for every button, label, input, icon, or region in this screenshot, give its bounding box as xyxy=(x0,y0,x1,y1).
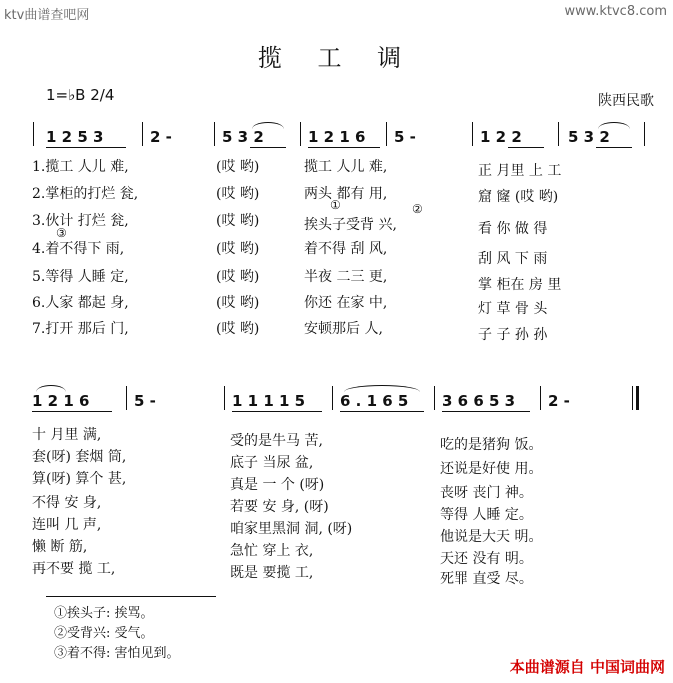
lyric-line: 你还 在家 中, xyxy=(304,295,388,311)
lyric-line: 算(呀) 算个 甚, xyxy=(32,471,127,487)
lyric-line: 6.人家 都起 身, xyxy=(32,295,129,311)
barline xyxy=(332,386,333,410)
measure: 3 6 6 5 3 xyxy=(442,392,516,410)
lyric-line: 还说是好使 用。 xyxy=(440,461,543,477)
barline xyxy=(214,122,215,146)
lyric-line: 他说是大天 明。 xyxy=(440,529,543,545)
lyric-line: 不得 安 身, xyxy=(32,495,102,511)
barline xyxy=(472,122,473,146)
lyric-line: 子 子 孙 孙 xyxy=(478,327,548,343)
interjection: (哎 哟) xyxy=(216,241,260,257)
barline xyxy=(300,122,301,146)
lyric-line: 急忙 穿上 衣, xyxy=(230,543,314,559)
lyric-line: 底子 当尿 盆, xyxy=(230,455,314,471)
underline xyxy=(32,411,112,412)
lyric-line: 十 月里 满, xyxy=(32,427,102,443)
source-footer: 本曲谱源自 中国词曲网 xyxy=(509,658,665,676)
lyric-line: 咱家里黑洞 洞, (呀) xyxy=(230,521,353,537)
interjection: (哎 哟) xyxy=(216,186,260,202)
key-signature: 1=♭B 2/4 xyxy=(46,86,115,104)
lyric-line: 懒 断 筋, xyxy=(32,539,88,555)
lyric-line: 刮 风 下 雨 xyxy=(478,251,548,267)
measure: 5 3 2 xyxy=(568,128,610,146)
barline xyxy=(644,122,645,146)
underline xyxy=(340,411,424,412)
slur xyxy=(36,385,66,392)
underline xyxy=(596,147,632,148)
barline xyxy=(434,386,435,410)
footnote-marker: ③ xyxy=(56,226,67,240)
measure: 5 - xyxy=(134,392,156,410)
lyric-line: 若要 安 身, (呀) xyxy=(230,499,329,515)
song-origin: 陕西民歌 xyxy=(598,93,654,109)
lyric-line: 受的是牛马 苦, xyxy=(230,433,323,449)
final-barline-thick xyxy=(636,386,639,410)
interjection: (哎 哟) xyxy=(216,321,260,337)
measure: 2 - xyxy=(150,128,172,146)
lyric-line: 等得 人睡 定。 xyxy=(440,507,533,523)
underline xyxy=(232,411,322,412)
song-title: 揽 工 调 xyxy=(257,44,416,72)
lyric-line: 两头 都有 用, xyxy=(304,186,388,202)
underline xyxy=(508,147,544,148)
interjection: (哎 哟) xyxy=(216,269,260,285)
interjection: (哎 哟) xyxy=(216,295,260,311)
slur xyxy=(598,122,630,129)
lyric-line: 着不得 刮 风, xyxy=(304,241,388,257)
lyric-line: 3.伙计 打烂 瓮, xyxy=(32,213,129,229)
underline xyxy=(442,411,530,412)
footnote-marker: ① xyxy=(330,198,341,212)
measure: 5 - xyxy=(394,128,416,146)
lyric-line: 1.揽工 人儿 难, xyxy=(32,159,129,175)
slur xyxy=(344,385,420,392)
measure: 1 1 1 1 5 xyxy=(232,392,306,410)
measure: 1 2 1 6 xyxy=(32,392,90,410)
final-barline xyxy=(632,386,633,410)
measure: 5 3 2 xyxy=(222,128,264,146)
lyric-line: 揽工 人儿 难, xyxy=(304,159,388,175)
barline xyxy=(126,386,127,410)
lyric-line: 5.等得 人睡 定, xyxy=(32,269,129,285)
barline xyxy=(142,122,143,146)
footnote: ②受背兴: 受气。 xyxy=(54,626,154,641)
barline xyxy=(558,122,559,146)
lyric-line: 7.打开 那后 门, xyxy=(32,321,129,337)
footnote: ①挨头子: 挨骂。 xyxy=(54,606,154,621)
footnote-rule xyxy=(46,596,216,597)
lyric-line: 正 月里 上 工 xyxy=(478,163,562,179)
interjection: (哎 哟) xyxy=(216,213,260,229)
slur xyxy=(252,122,284,129)
lyric-line: 挨头子受背 兴, xyxy=(304,217,397,233)
measure: 6 . 1 6 5 xyxy=(340,392,409,410)
measure: 1 2 5 3 xyxy=(46,128,104,146)
lyric-line: 死罪 直受 尽。 xyxy=(440,571,533,587)
barline xyxy=(386,122,387,146)
underline xyxy=(250,147,286,148)
lyric-line: 真是 一 个 (呀) xyxy=(230,477,325,493)
barline xyxy=(33,122,34,146)
measure: 1 2 2 xyxy=(480,128,522,146)
lyric-line: 丧呀 丧门 神。 xyxy=(440,485,533,501)
interjection: (哎 哟) xyxy=(216,159,260,175)
watermark-left: ktv曲谱查吧网 xyxy=(4,8,90,23)
lyric-line: 吃的是猪狗 饭。 xyxy=(440,437,543,453)
lyric-line: 窟 窿 (哎 哟) xyxy=(478,189,559,205)
footnote-marker: ② xyxy=(412,202,423,216)
lyric-line: 掌 柜在 房 里 xyxy=(478,277,562,293)
lyric-line: 4.着不得下 雨, xyxy=(32,241,125,257)
underline xyxy=(308,147,380,148)
barline xyxy=(540,386,541,410)
lyric-line: 看 你 做 得 xyxy=(478,221,548,237)
lyric-line: 套(呀) 套烟 筒, xyxy=(32,449,127,465)
barline xyxy=(224,386,225,410)
lyric-line: 连叫 几 声, xyxy=(32,517,102,533)
footnote: ③着不得: 害怕见到。 xyxy=(54,646,180,661)
lyric-line: 安顿那后 人, xyxy=(304,321,383,337)
measure: 2 - xyxy=(548,392,570,410)
measure: 1 2 1 6 xyxy=(308,128,366,146)
lyric-line: 天还 没有 明。 xyxy=(440,551,533,567)
lyric-line: 2.掌柜的打烂 瓮, xyxy=(32,186,139,202)
lyric-line: 既是 要揽 工, xyxy=(230,565,314,581)
lyric-line: 再不要 揽 工, xyxy=(32,561,116,577)
lyric-line: 半夜 二三 更, xyxy=(304,269,388,285)
underline xyxy=(46,147,126,148)
lyric-line: 灯 草 骨 头 xyxy=(478,301,548,317)
watermark-right: www.ktvc8.com xyxy=(564,4,667,19)
